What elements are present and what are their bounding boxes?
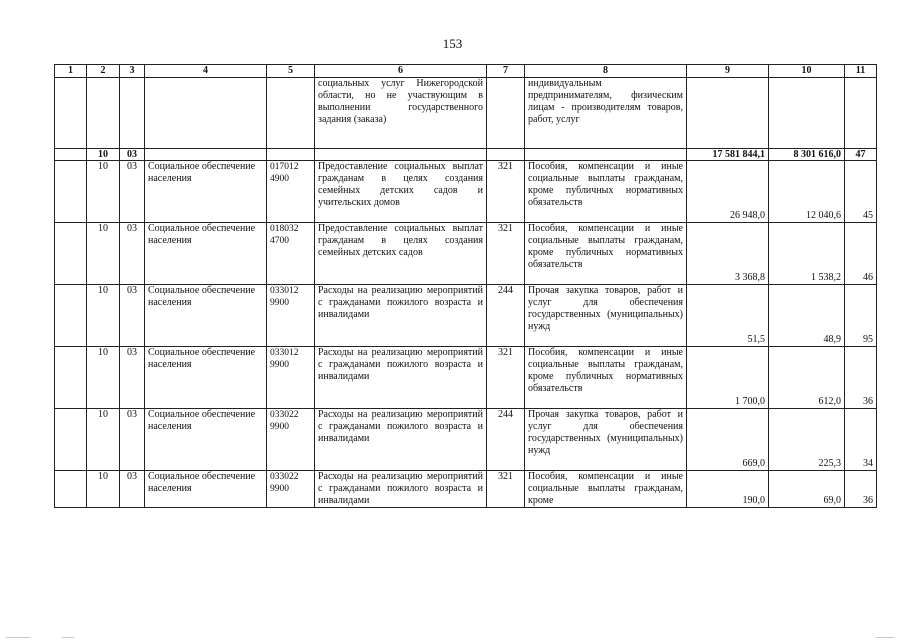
- target-article-code: 033012 9900: [267, 285, 315, 347]
- cell: [315, 149, 487, 161]
- cell: [487, 149, 525, 161]
- expense-type-code: 244: [487, 409, 525, 471]
- scan-artifact: [6, 637, 30, 638]
- planned-amount: 190,0: [687, 471, 769, 508]
- scan-artifact: [62, 637, 74, 638]
- expense-type-code: 244: [487, 285, 525, 347]
- target-article-code: 018032 4700: [267, 223, 315, 285]
- section-code: 10: [87, 223, 120, 285]
- total-planned: 17 581 844,1: [687, 149, 769, 161]
- expense-type-name: Прочая закупка товаров, работ и услуг для обеспечения государственных (муниципальных) нужд: [525, 285, 687, 347]
- execution-percent: 46: [845, 223, 877, 285]
- col-header-11: 11: [845, 65, 877, 78]
- table-row: [55, 161, 877, 223]
- executed-amount: 612,0: [769, 347, 845, 409]
- expense-type-name: Прочая закупка товаров, работ и услуг для обеспечения государственных (муниципальных) нужд: [525, 409, 687, 471]
- expense-type-code: 321: [487, 347, 525, 409]
- execution-percent: 45: [845, 161, 877, 223]
- cell: [769, 78, 845, 149]
- col-header-2: 2: [87, 65, 120, 78]
- planned-amount: 3 368,8: [687, 223, 769, 285]
- col-header-8: 8: [525, 65, 687, 78]
- table-row: [55, 409, 877, 471]
- col-header-4: 4: [145, 65, 267, 78]
- execution-percent: 36: [845, 347, 877, 409]
- cell: [55, 78, 87, 149]
- cell: [525, 149, 687, 161]
- executed-amount: 48,9: [769, 285, 845, 347]
- cell: [87, 78, 120, 149]
- subsection-name: Социальное обеспечение населения: [145, 471, 267, 508]
- subsection-name: Социальное обеспечение населения: [145, 347, 267, 409]
- col-header-1: 1: [55, 65, 87, 78]
- planned-amount: 26 948,0: [687, 161, 769, 223]
- cell: [145, 78, 267, 149]
- cell: [687, 78, 769, 149]
- subsection-code: 03: [120, 223, 145, 285]
- continuation-row: [55, 78, 877, 149]
- total-row: [55, 149, 877, 161]
- subsection-name: Социальное обеспечение населения: [145, 223, 267, 285]
- target-article-code: 033022 9900: [267, 471, 315, 508]
- cell: [267, 149, 315, 161]
- section-code: 10: [87, 409, 120, 471]
- target-article-code: 033022 9900: [267, 409, 315, 471]
- cell: [120, 78, 145, 149]
- section-code: 10: [87, 471, 120, 508]
- subsection-code: 03: [120, 471, 145, 508]
- subsection-code: 03: [120, 347, 145, 409]
- section-code: 10: [87, 161, 120, 223]
- article-description: Предоставление социальных выплат гражданам в целях создания семейных детских садов и учительских домов: [315, 161, 487, 223]
- executed-amount: 12 040,6: [769, 161, 845, 223]
- expense-type-code: 321: [487, 161, 525, 223]
- col-header-9: 9: [687, 65, 769, 78]
- row-number: [55, 223, 87, 285]
- row-number: [55, 409, 87, 471]
- expense-type-name: Пособия, компенсации и иные социальные выплаты гражданам, кроме публичных нормативных обязательств: [525, 347, 687, 409]
- row-number: [55, 347, 87, 409]
- expense-type-code: 321: [487, 471, 525, 508]
- execution-percent: 34: [845, 409, 877, 471]
- article-description: Расходы на реализацию мероприятий с гражданами пожилого возраста и инвалидами: [315, 409, 487, 471]
- table-row: [55, 285, 877, 347]
- planned-amount: 669,0: [687, 409, 769, 471]
- cell: [845, 78, 877, 149]
- table-row: [55, 347, 877, 409]
- expense-type-name: Пособия, компенсации и иные социальные выплаты гражданам, кроме: [525, 471, 687, 508]
- total-section-code: 10: [87, 149, 120, 161]
- row-number: [55, 161, 87, 223]
- col-header-5: 5: [267, 65, 315, 78]
- article-description: Расходы на реализацию мероприятий с гражданами пожилого возраста и инвалидами: [315, 347, 487, 409]
- table-row: [55, 471, 877, 508]
- subsection-name: Социальное обеспечение населения: [145, 409, 267, 471]
- subsection-code: 03: [120, 409, 145, 471]
- expense-type-code: 321: [487, 223, 525, 285]
- subsection-name: Социальное обеспечение населения: [145, 161, 267, 223]
- continuation-expense-type: индивидуальным предпринимателям, физическим лицам - производителям товаров, работ, услуг: [525, 78, 687, 149]
- total-subsection-code: 03: [120, 149, 145, 161]
- cell: [145, 149, 267, 161]
- cell: [267, 78, 315, 149]
- section-code: 10: [87, 285, 120, 347]
- row-number: [55, 285, 87, 347]
- continuation-description: социальных услуг Нижегородской области, но не участвующим в выполнении государственного задания (заказа): [315, 78, 487, 149]
- col-header-3: 3: [120, 65, 145, 78]
- executed-amount: 1 538,2: [769, 223, 845, 285]
- execution-percent: 95: [845, 285, 877, 347]
- subsection-code: 03: [120, 285, 145, 347]
- executed-amount: 225,3: [769, 409, 845, 471]
- article-description: Расходы на реализацию мероприятий с гражданами пожилого возраста и инвалидами: [315, 471, 487, 508]
- budget-table: [54, 64, 877, 508]
- col-header-10: 10: [769, 65, 845, 78]
- subsection-name: Социальное обеспечение населения: [145, 285, 267, 347]
- row-number: [55, 471, 87, 508]
- article-description: Предоставление социальных выплат гражданам в целях создания семейных детских садов: [315, 223, 487, 285]
- section-code: 10: [87, 347, 120, 409]
- article-description: Расходы на реализацию мероприятий с гражданами пожилого возраста и инвалидами: [315, 285, 487, 347]
- table-row: [55, 223, 877, 285]
- execution-percent: 36: [845, 471, 877, 508]
- cell: [55, 149, 87, 161]
- total-executed: 8 301 616,0: [769, 149, 845, 161]
- expense-type-name: Пособия, компенсации и иные социальные выплаты гражданам, кроме публичных нормативных обязательств: [525, 223, 687, 285]
- planned-amount: 1 700,0: [687, 347, 769, 409]
- target-article-code: 017012 4900: [267, 161, 315, 223]
- planned-amount: 51,5: [687, 285, 769, 347]
- target-article-code: 033012 9900: [267, 347, 315, 409]
- page-number: 153: [442, 36, 463, 51]
- header-row: [55, 65, 877, 78]
- subsection-code: 03: [120, 161, 145, 223]
- expense-type-name: Пособия, компенсации и иные социальные выплаты гражданам, кроме публичных нормативных обязательств: [525, 161, 687, 223]
- scan-artifact: [876, 637, 894, 638]
- total-percent: 47: [845, 149, 877, 161]
- col-header-6: 6: [315, 65, 487, 78]
- executed-amount: 69,0: [769, 471, 845, 508]
- data-rows: [55, 161, 877, 508]
- col-header-7: 7: [487, 65, 525, 78]
- cell: [487, 78, 525, 149]
